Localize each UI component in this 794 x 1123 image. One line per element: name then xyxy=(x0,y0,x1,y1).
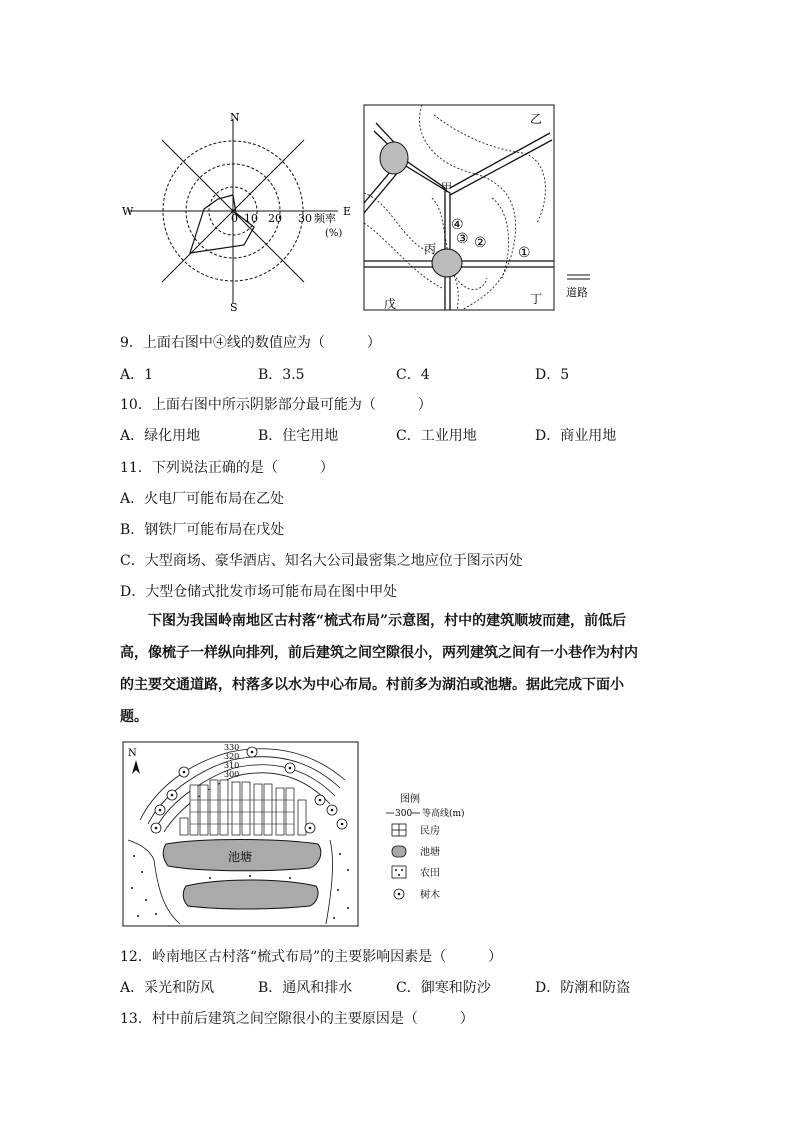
map-bing-label: 丙 xyxy=(424,242,437,256)
contour-330: 330 xyxy=(224,743,240,752)
contour-300: 300 xyxy=(224,770,240,779)
legend-contour-label: 等高线(m) xyxy=(422,809,465,819)
q10-stem: 10．上面右图中所示阴影部分最可能为（ ） xyxy=(120,397,432,413)
rose-tick-10: 10 xyxy=(244,212,258,225)
rose-unit-label: (%) xyxy=(325,228,343,239)
map-ding-label: 丁 xyxy=(530,292,543,306)
q12-option-a: A．采光和防风 xyxy=(120,980,215,996)
q11-option-c: C．大型商场、豪华酒店、知名大公司最密集之地应位于图示丙处 xyxy=(120,553,523,569)
legend-farm-label: 农田 xyxy=(420,868,440,879)
rose-tick-20: 20 xyxy=(268,212,282,225)
passage-line-2: 高，像梳子一样纵向排列，前后建筑之间空隙很小，两列建筑之间有一小巷作为村内 xyxy=(120,645,638,661)
wind-rose-figure xyxy=(120,105,360,315)
q9-option-d: D．5 xyxy=(535,367,570,383)
rose-tick-0: 0 xyxy=(231,212,238,225)
q12-option-b: B．通风和排水 xyxy=(258,980,353,996)
map-circle-1: ① xyxy=(518,245,531,261)
map-yi-label: 乙 xyxy=(530,112,543,126)
legend-pond-label: 池塘 xyxy=(420,847,440,858)
legend-title: 图例 xyxy=(400,794,420,805)
map-circle-3: ③ xyxy=(456,231,469,247)
q13-stem: 13．村中前后建筑之间空隙很小的主要原因是（ ） xyxy=(120,1011,474,1027)
q9-option-b: B．3.5 xyxy=(258,367,305,383)
q11-stem: 11．下列说法正确的是（ ） xyxy=(120,460,334,476)
north-label: N xyxy=(128,748,137,759)
map-circle-2: ② xyxy=(474,235,487,251)
q10-option-b: B．住宅用地 xyxy=(258,428,339,444)
urban-map-figure xyxy=(362,103,602,315)
q11-option-a: A．火电厂可能布局在乙处 xyxy=(120,491,285,507)
rose-tick-30: 30 xyxy=(298,212,312,225)
legend-tree-label: 树木 xyxy=(420,890,440,901)
q9-option-a: A．1 xyxy=(120,367,154,383)
q9-stem: 9．上面右图中④线的数值应为（ ） xyxy=(120,335,381,351)
rose-s-label: S xyxy=(230,301,238,314)
passage-line-1: 下图为我国岭南地区古村落“梳式布局”示意图，村中的建筑顺坡而建，前低后 xyxy=(148,613,627,629)
q10-option-a: A．绿化用地 xyxy=(120,428,201,444)
passage xyxy=(120,605,680,733)
map-circle-4: ④ xyxy=(451,217,464,233)
legend-house-label: 民房 xyxy=(420,826,440,837)
legend-contour-value: 300 xyxy=(395,809,413,819)
q11-option-d: D．大型仓储式批发市场可能布局在图中甲处 xyxy=(120,584,398,600)
q12-option-d: D．防潮和防盗 xyxy=(535,980,631,996)
village-layout-figure xyxy=(120,740,480,928)
passage-line-3: 的主要交通道路，村落多以水为中心布局。村前多为湖泊或池塘。据此完成下面小 xyxy=(120,677,624,693)
passage-line-4: 题。 xyxy=(120,709,148,725)
q9-option-c: C．4 xyxy=(396,367,430,383)
contour-310: 310 xyxy=(224,761,240,770)
q10-option-d: D．商业用地 xyxy=(535,428,617,444)
q12-stem: 12．岭南地区古村落“梳式布局”的主要影响因素是（ ） xyxy=(120,949,503,965)
contour-320: 320 xyxy=(224,752,240,761)
q10-option-c: C．工业用地 xyxy=(396,428,477,444)
rose-e-label: E xyxy=(343,205,352,218)
q12-option-c: C．御寒和防沙 xyxy=(396,980,491,996)
map-jia-label: 甲 xyxy=(441,181,452,194)
rose-n-label: N xyxy=(230,111,240,124)
rose-freq-label: 频率 xyxy=(314,212,336,225)
road-legend-label: 道路 xyxy=(566,286,588,299)
rose-w-label: W xyxy=(122,205,134,218)
pond-label: 池塘 xyxy=(228,850,253,864)
map-wu-label: 戊 xyxy=(384,297,397,311)
q11-option-b: B．钢铁厂可能布局在戊处 xyxy=(120,522,285,538)
